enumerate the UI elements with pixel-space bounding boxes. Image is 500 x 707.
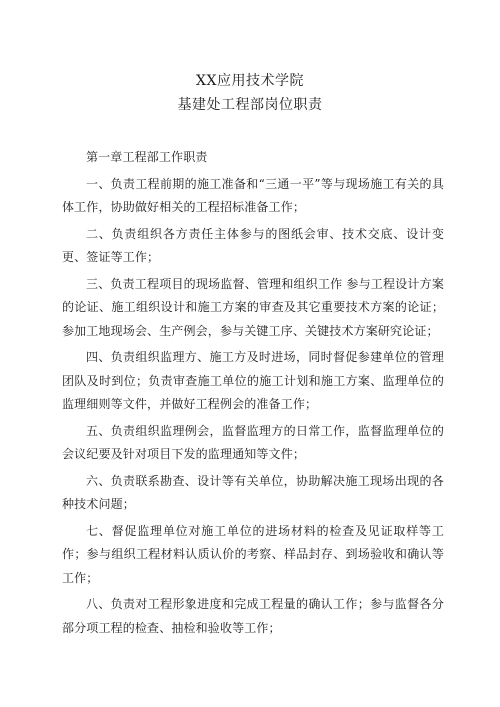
duty-paragraph-2: 二、负责组织各方责任主体参与的图纸会审、技术交底、设计变更、签证等工作； (62, 226, 444, 264)
duty-paragraph-6: 六、负责联系勘查、设计等有关单位，协助解决施工现场出现的各种技术问题； (62, 473, 444, 511)
duty-paragraph-8: 八、负责对工程形象进度和完成工程量的确认工作；参与监督各分部分项工程的检查、抽检和验收等工作； (62, 597, 444, 635)
document-body (62, 146, 444, 643)
chapter-heading: 第一章工程部工作职责 (86, 150, 208, 164)
duty-paragraph-1: 一、负责工程前期的施工准备和“三通一平”等与现场施工有关的具体工作，协助做好相关的工程招标准备工作； (62, 176, 444, 214)
duty-paragraph-5: 五、负责组织监理例会，监督监理方的日常工作，监督监理单位的会议纪要及针对项目下发的监理通知等文件； (62, 423, 444, 461)
duty-paragraph-4: 四、负责组织监理方、施工方及时进场，同时督促参建单位的管理团队及时到位；负责审查施工单位的施工计划和施工方案、监理单位的监理细则等文件，并做好工程例会的准备工作； (62, 350, 444, 411)
document-title-institution: XX应用技术学院 (196, 73, 304, 89)
document-title-department: 基建处工程部岗位职责 (177, 97, 323, 113)
duty-paragraph-7: 七、督促监理单位对施工单位的进场材料的检查及见证取样等工作；参与组织工程材料认质认价的考察、样品封存、到场验收和确认等工作； (62, 523, 444, 585)
duty-paragraph-3: 三、负责工程项目的现场监督、管理和组织工作 参与工程设计方案的论证、施工组织设计和施工方案的审查及其它重要技术方案的论证；参加工地现场会、生产例会，参与关键工序、关键技术方案研究论证； (62, 276, 444, 338)
